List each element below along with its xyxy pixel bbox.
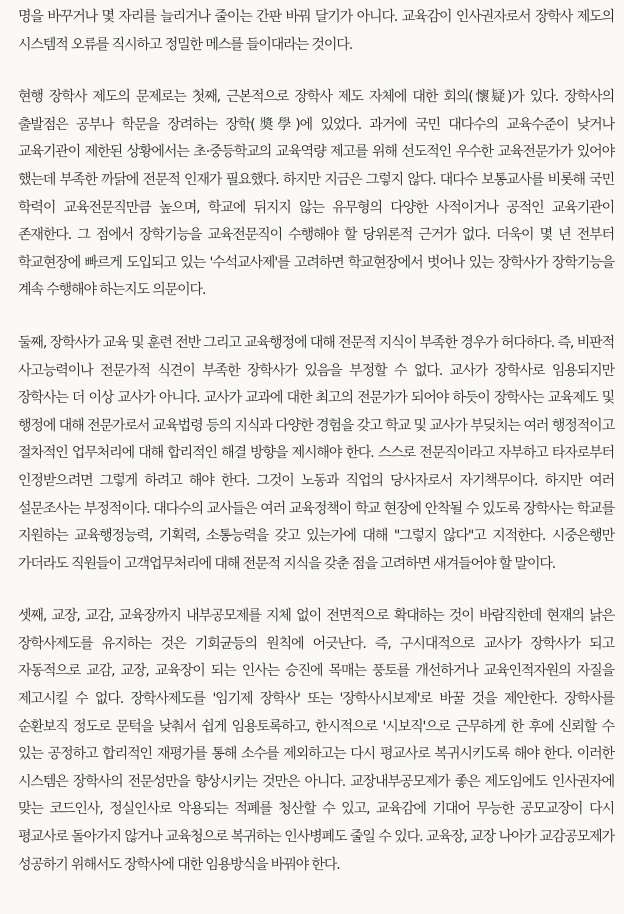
- paragraph-2: 현행 장학사 제도의 문제로는 첫째, 근본적으로 장학사 제도 자체에 대한 회의(懷疑)가 있다. 장학사의 출발점은 공부나 학문을 장려하는 장학(奬學)에 있었다. 과거에 국민 대다수의 교육수준이 낮거나 교육기관이 제한된 상황에서는 초·중등학교의 교육역량 제고를 위해 선도적인 우수한 교육전문가가 있어야 했는데 부족한 까닭에 전문적 인재가 필요했다. 하지만 지금은 그렇지 않다. 대다수 보통교사를 비롯해 국민 학력이 교육전문직만큼 높으며, 학교에 뒤지지 않는 유무형의 다양한 사적이거나 공적인 교육기관이 존재한다. 그 점에서 장학기능을 교육전문직이 수행해야 할 당위론적 근거가 없다. 더욱이 몇 년 전부터 학교현장에 빠르게 도입되고 있는 '수석교사제'를 고려하면 학교현장에서 벗어나 있는 장학사가 장학기능을 계속 수행해야 하는지도 의문이다.: [18, 89, 614, 299]
- paragraph-3: 둘째, 장학사가 교육 및 훈련 전반 그리고 교육행정에 대해 전문적 지식이 부족한 경우가 허다하다. 즉, 비판적 사고능력이나 전문가적 식견이 부족한 장학사가 있음을 부정할 수 없다. 교사가 장학사로 임용되지만 장학사는 더 이상 교사가 아니다. 교사가 교과에 대한 최고의 전문가가 되어야 하듯이 장학사는 교육제도 및 행정에 대해 전문가로서 교육법령 등의 지식과 다양한 경험을 갖고 학교 및 교사가 부딪치는 여러 행정적이고 절차적인 업무처리에 대해 합리적인 해결 방향을 제시해야 한다. 스스로 전문직이라고 자부하고 타자로부터 인정받으려면 그렇게 하려고 해야 한다. 그것이 노동과 직업의 당사자로서 자기책무이다. 하지만 여러 설문조사는 부정적이다. 대다수의 교사들은 여러 교육정책이 학교 현장에 안착될 수 있도록 장학사는 학교를 지원하는 교육행정능력, 기획력, 소통능력을 갖고 있는가에 대해 "그렇지 않다"고 지적한다. 시중은행만 가더라도 직원들이 고객업무처리에 대해 전문적 지식을 갖춘 점을 고려하면 새겨들어야 할 말이다.: [18, 334, 614, 572]
- paragraph-4: 셋째, 교장, 교감, 교육장까지 내부공모제를 지체 없이 전면적으로 확대하는 것이 바람직한데 현재의 낡은 장학사제도를 유지하는 것은 기회균등의 원칙에 어긋난다. 즉, 구시대적으로 교사가 장학사가 되고 자동적으로 교감, 교장, 교육장이 되는 인사는 승진에 목매는 풍토를 개선하거나 교육인적자원의 자질을 제고시킬 수 없다. 장학사제도를 '임기제 장학사' 또는 '장학사시보제'로 바꿀 것을 제안한다. 장학사를 순환보직 정도로 문턱을 낮춰서 쉽게 임용토록하고, 한시적으로 '시보직'으로 근무하게 한 후에 신뢰할 수 있는 공정하고 합리적인 재평가를 통해 소수를 제외하고는 다시 평교사로 복귀시키도록 해야 한다. 이러한 시스템은 장학사의 전문성만을 향상시키는 것만은 아니다. 교장내부공모제가 좋은 제도임에도 인사권자에 맞는 코드인사, 정실인사로 악용되는 적폐를 청산할 수 있고, 교육감에 기대어 무능한 공모교장이 다시 평교사로 돌아가지 않거나 교육청으로 복귀하는 인사병폐도 줄일 수 있다. 교육장, 교장 나아가 교감공모제가 성공하기 위해서도 장학사에 대한 임용방식을 바꿔야 한다.: [18, 608, 614, 873]
- paragraph-1: 명을 바꾸거나 몇 자리를 늘리거나 줄이는 간판 바꿔 달기가 아니다. 교육감이 인사권자로서 장학사 제도의 시스템적 오류를 직시하고 정밀한 메스를 들이대라는 것이다.: [18, 9, 614, 53]
